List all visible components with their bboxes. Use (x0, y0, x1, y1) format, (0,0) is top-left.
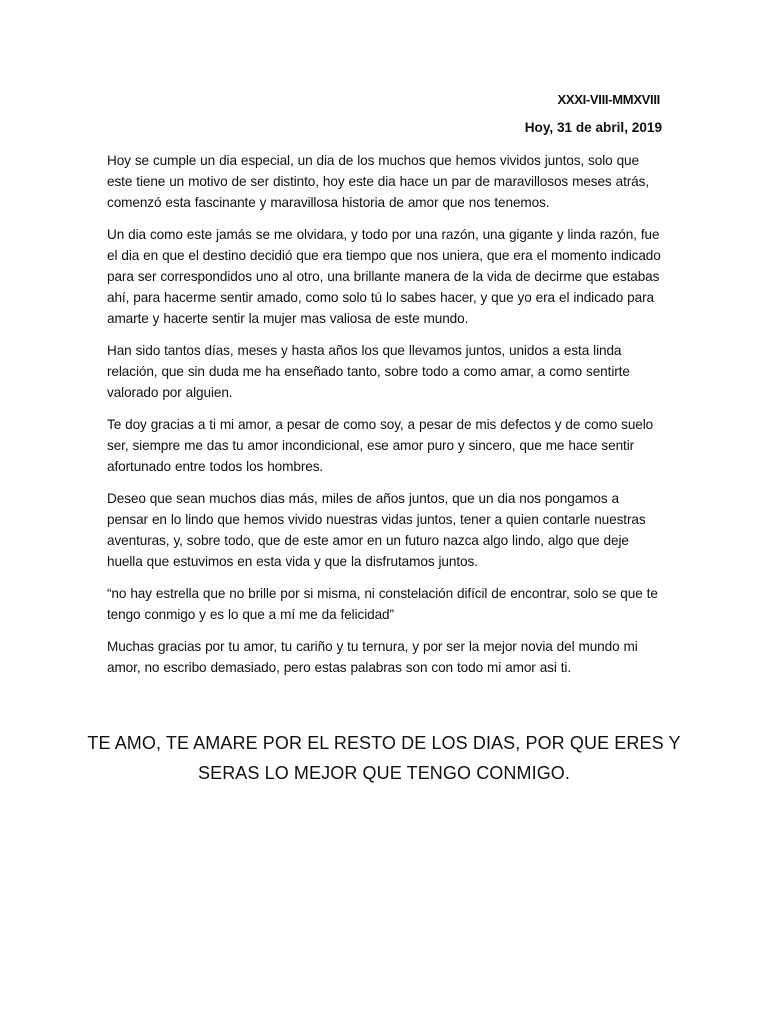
paragraph-4: Te doy gracias a ti mi amor, a pesar de como soy, a pesar de mis defectos y de como suelo ser, siempre me das tu amor incondicional, ese amor puro y sincero, que me hace sentir afortunado entre todos los hombres. (107, 417, 654, 474)
paragraph-7: Muchas gracias por tu amor, tu cariño y tu ternura, y por ser la mejor novia del mundo mi amor, no escribo demasiado, pero estas palabras son con todo mi amor asi ti. (107, 639, 638, 675)
paragraph-1: Hoy se cumple un dia especial, un dia de los muchos que hemos vividos juntos, solo que este tiene un motivo de ser distinto, hoy este dia hace un par de maravillosos meses atrás, comenzó esta fascinante y maravillosa historia de amor que nos tenemos. (107, 153, 650, 210)
closing-statement: TE AMO, TE AMARE POR EL RESTO DE LOS DIAS, POR QUE ERES Y SERAS LO MEJOR QUE TENGO CONMIGO. (87, 733, 681, 783)
roman-numeral-date: XXXI-VIII-MMXVIII (557, 92, 660, 107)
paragraph-3: Han sido tantos días, meses y hasta años los que llevamos juntos, unidos a esta linda relación, que sin duda me ha enseñado tanto, sobre todo a como amar, a como sentirte valorado por alguien. (107, 343, 630, 400)
paragraph-2: Un dia como este jamás se me olvidara, y todo por una razón, una gigante y linda razón, fue el dia en que el destino decidió que era tiempo que nos uniera, que era el momento indicado para ser correspondidos uno al otro, una brillante manera de la vida de decirme que estabas ahí, para hacerme sentir amado, como solo tú lo sabes hacer, y que yo era el indicado para amarte y hacerte sentir la mujer mas valiosa de este mundo. (107, 227, 661, 326)
paragraph-5: Deseo que sean muchos dias más, miles de años juntos, que un dia nos pongamos a pensar en lo lindo que hemos vivido nuestras vidas juntos, tener a quien contarle nuestras aventuras, y, sobre todo, que de este amor en un futuro nazca algo lindo, algo que deje huella que estuvimos en esta vida y que la disfrutamos juntos. (107, 491, 646, 569)
letter-body (107, 150, 663, 689)
letter-date: Hoy, 31 de abril, 2019 (524, 120, 662, 135)
quote-paragraph: “no hay estrella que no brille por si misma, ni constelación difícil de encontrar, solo se que te tengo conmigo y es lo que a mí me da felicidad” (107, 586, 658, 622)
